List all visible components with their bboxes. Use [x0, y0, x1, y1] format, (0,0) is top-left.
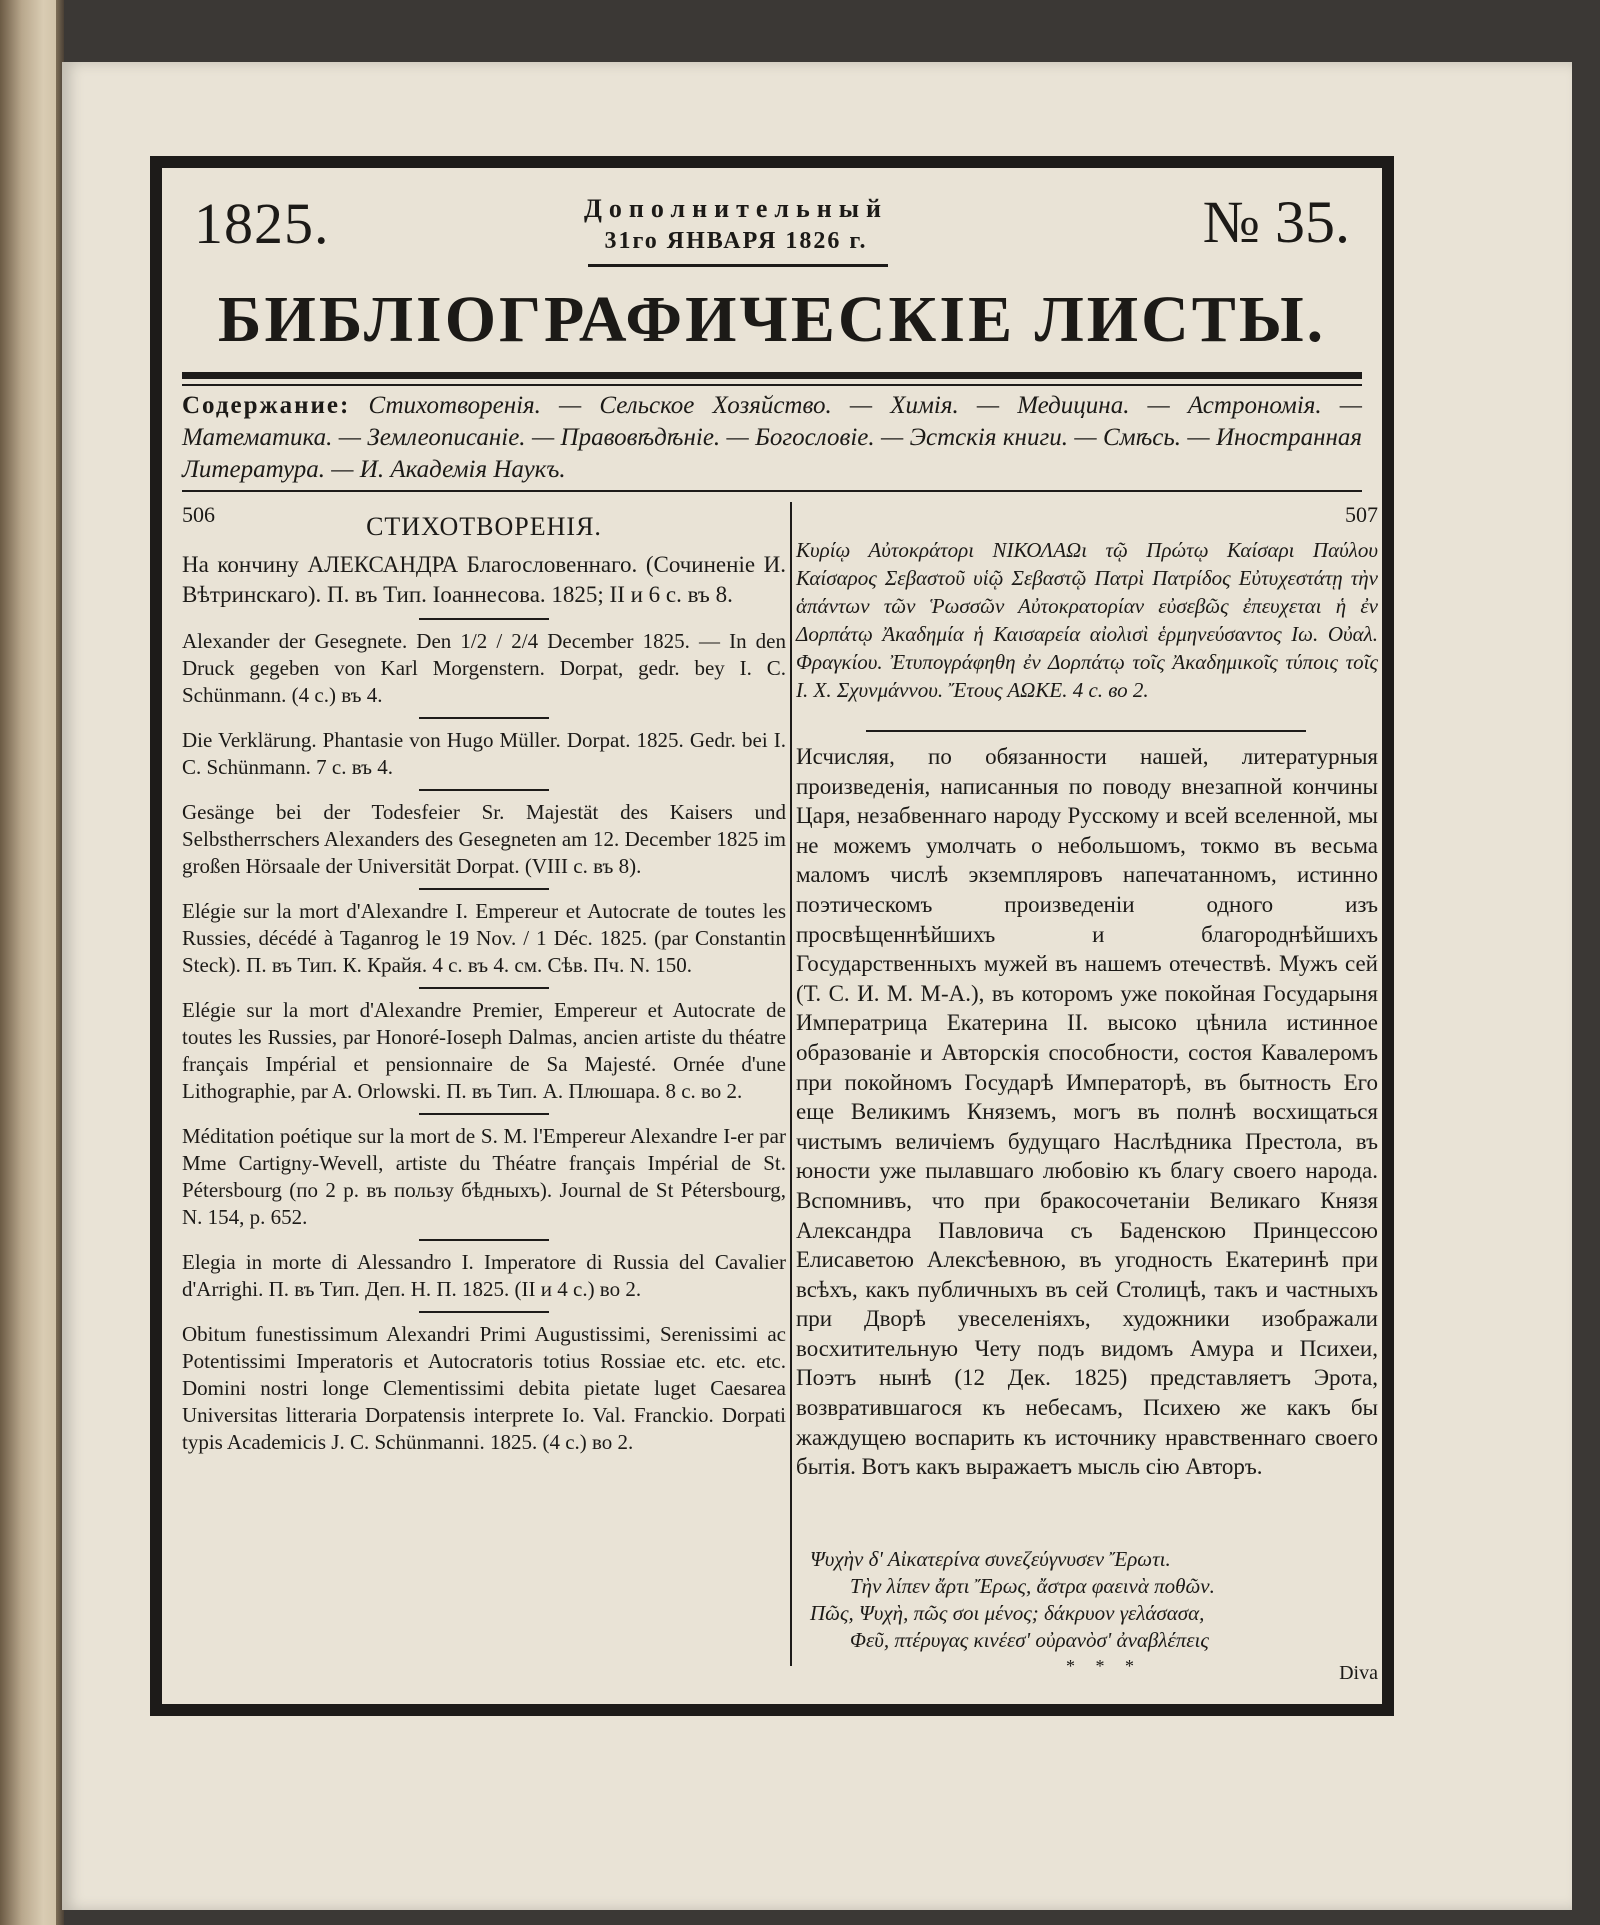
entry-item: Gesänge bei der Todesfeier Sr. Majestät des Kaisers und Selbstherrschers Alexanders des Gesegneten am 12. December 1825 im großen Hörsaale der Universität Dorpat. (VIII с. въ 8). [182, 799, 786, 890]
contents-rule [182, 490, 1362, 492]
poem-line: Ψυχὴν δ' Αἰκατερίνα συνεζεύγνυσεν Ἔρωτι. [810, 1547, 1171, 1571]
poem-line: Τὴν λίπεν ἄρτι Ἔρως, ἄστρα φαεινὰ ποθῶν. [850, 1574, 1215, 1598]
catchword: Diva [1339, 1662, 1378, 1684]
issue-year: 1825. [194, 191, 330, 256]
entry-separator [866, 730, 1306, 732]
issue-number: № 35. [1202, 189, 1350, 255]
page-number-right: 507 [1345, 502, 1378, 527]
entry-item: Elégie sur la mort d'Alexandre I. Empereur et Autocrate de toutes les Russies, décédé à Taganrog le 19 Nov. / 1 Déc. 1825. (par Constantin Steck). П. въ Тип. К. Крайя. 4 с. въ 4. см. Сѣв. Пч. N. 150. [182, 898, 786, 989]
greek-entry: Κυρίῳ Αὐτοκράτορι ΝΙΚΟΛΑΩι τῷ Πρώτῳ Καίσαρι Παύλου Καίσαρος Σεβαστοῦ υἱῷ Σεβαστῷ Πατρὶ Πατρίδος Εὐτυχεστάτῃ τὴν ἁπάντων τῶν Ῥωσσῶν Αὐτοκρατορίαν εὐσεβῶς ἐπευχεται ἡ ἐν Δορπάτῳ Ἀκαδημία ἡ Καισαρεία αἰολισὶ ἑρμηνεύσαντος Ιω. Οὐαλ. Φραγκίου. Ἐτυπογράφηθη ἐν Δορπάτῳ τοῖς Ἀκαδημικοῖς τύποις τοῖς I. X. Σχυνμάννου. Ἔτους ΑΩΚΕ. 4 с. во 2. [796, 538, 1378, 702]
page-frame [150, 156, 1394, 1716]
entry-item: Elegia in morte di Alessandro I. Imperatore di Russia del Cavalier d'Arrighi. П. въ Тип. Деп. Н. П. 1825. (II и 4 с.) во 2. [182, 1249, 786, 1313]
entry-item: Die Verklärung. Phantasie von Hugo Müller. Dorpat. 1825. Gedr. bei I. C. Schünmann. 7 с. въ 4. [182, 727, 786, 791]
poem-line: Πῶς, Ψυχὴ, πῶς σοι μένος; δάκρυον γελάσασα, [810, 1601, 1205, 1625]
column-divider [790, 502, 792, 1666]
poem-line: Φεῦ, πτέρυγας κινέεσ' οὐρανὸσ' ἀναβλέπεις [850, 1628, 1209, 1652]
masthead-rule-thick [182, 372, 1362, 379]
contents-text: Стихотворенiя. — Сельское Хозяйство. — Химiя. — Медицина. — Астрономiя. — Математика. — Землеописанiе. — Правовѣдѣнiе. — Богословiе. — Эстскiя книги. — Смѣсь. — Иностранная Литература. — И. Академiя Наукъ. [182, 392, 1363, 483]
left-page-edge [0, 0, 62, 1925]
right-column [796, 502, 1378, 1688]
entry-item: Alexander der Gesegnete. Den 1/2 / 2/4 December 1825. — In den Druck gegeben von Karl Morgenstern. Dorpat, gedr. bey I. C. Schünmann. (4 с.) въ 4. [182, 628, 786, 719]
section-title: СТИХОТВОРЕНIЯ. [366, 512, 602, 541]
supplement-label: Дополнительный [584, 194, 888, 223]
contents-line [182, 390, 1362, 486]
entry-item: Méditation poétique sur la mort de S. M. l'Empereur Alexandre I-er par Mme Cartigny-Wevell, artiste du Théatre français Impérial de St. Pétersbourg (по 2 р. въ пользу бѣдныхъ). Journal de St Pétersbourg, N. 154, p. 652. [182, 1123, 786, 1241]
entry-list [182, 550, 786, 1474]
asterism: * * * [1066, 1656, 1142, 1676]
page-number-left: 506 [182, 502, 215, 527]
issue-date: 31го ЯНВАРЯ 1826 г. [604, 228, 868, 254]
contents-lead: Содержание: [182, 392, 351, 419]
review-article: Исчисляя, по обязанности нашей, литературныя произведенiя, написанныя по поводу внезапной кончины Царя, незабвеннаго народу Русскому и всей вселенной, мы не можемъ умолчать о небольшомъ, токмо въ весьма маломъ числѣ экземпляровъ напечатанномъ, истинно поэтическомъ произведенiи одного изъ просвѣщеннѣйшихъ и благороднѣйшихъ Государственныхъ мужей въ нашемъ отечествѣ. Мужъ сей (Т. С. И. М. М-А.), въ которомъ уже покойная Государыня Императрица Екатерина II. высоко цѣнила истинное образованiе и Авторскiя способности, состоя Кавалеромъ при покойномъ Государѣ Императорѣ, въ бытность Его еще Великимъ Княземъ, могъ въ полнѣ восхищаться чистымъ величiемъ будущаго Наслѣдника Престола, въ юности уже пылавшаго любовiю къ благу своего народа. Вспомнивъ, что при бракосочетанiи Великаго Князя Александра Павловича съ Баденскою Принцессою Елисаветою Алексѣевною, въ угодность Екатеринѣ при всѣхъ, какъ публичныхъ въ сей Столицѣ, такъ и частныхъ при Дворѣ увеселенiяхъ, художники изображали восхитительную Чету подъ видомъ Амура и Психеи, Поэтъ нынѣ (12 Дек. 1825) представляетъ Эрота, возвратившагося къ небесамъ, Психею же какъ бы жаждущею воспарить къ источнику нравственнаго своего бытiя. Вотъ какъ выражаетъ мысль сiю Авторъ. [796, 744, 1378, 1480]
entry-item: На кончину АЛЕКСАНДРА Благословеннаго. (Сочиненiе И. Вѣтринскаго). П. въ Тип. Iоаннесова. 1825; II и 6 с. въ 8. [182, 550, 786, 620]
entry-item: Elégie sur la mort d'Alexandre Premier, Empereur et Autocrate de toutes les Russies, par Honoré-Ioseph Dalmas, ancien artiste du théatre français Impérial et pensionnaire de Sa Majesté. Ornée d'une Lithographie, par A. Orlowski. П. въ Тип. А. Плюшара. 8 с. во 2. [182, 997, 786, 1115]
date-underline [588, 264, 888, 267]
masthead-title: БИБЛIОГРАФИЧЕСКIЕ ЛИСТЫ. [217, 283, 1327, 356]
frame-inner [176, 176, 1378, 1696]
entry-item: Obitum funestissimum Alexandri Primi Augustissimi, Serenissimi ac Potentissimi Imperatoris et Autocratoris totius Rossiae etc. etc. etc. Domini nostri longe Clementissimi debita pietate luget Caesarea Universitas litteraria Dorpatensis interprete Io. Val. Franckio. Dorpati typis Academicis J. C. Schünmanni. 1825. (4 с.) во 2. [182, 1322, 786, 1454]
greek-poem [810, 1546, 1378, 1654]
left-column [182, 502, 786, 1688]
masthead-rule-thin [182, 384, 1362, 386]
